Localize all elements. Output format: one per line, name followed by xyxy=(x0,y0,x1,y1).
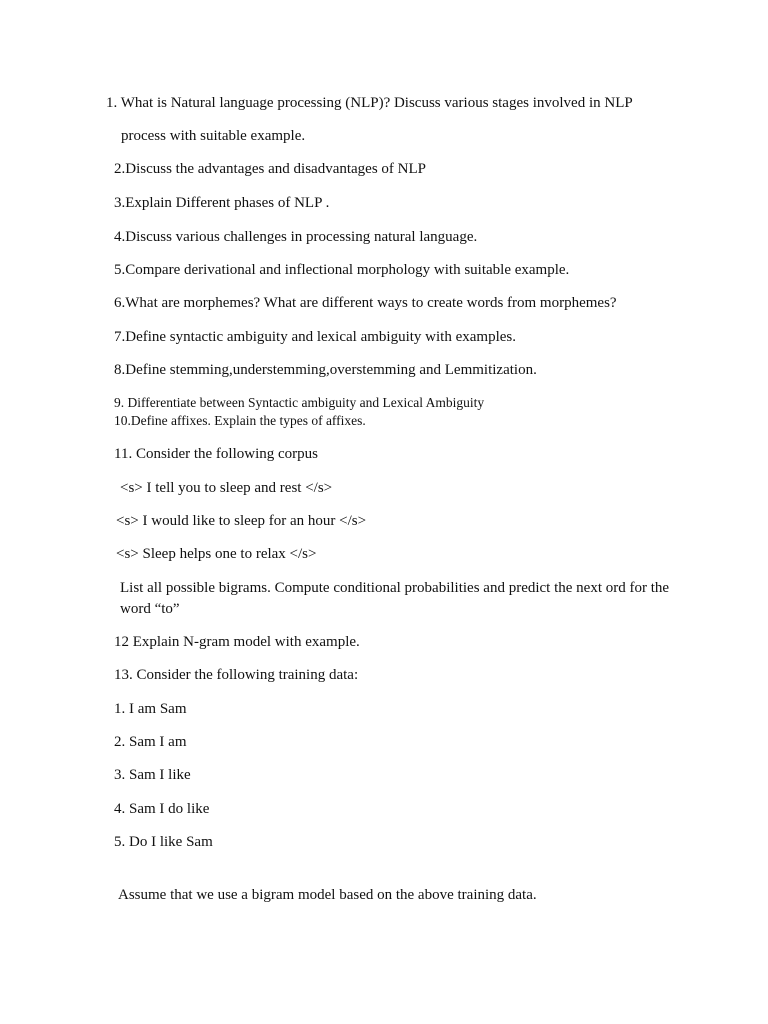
question-8: 8.Define stemming,understemming,overstemming and Lemmitization. xyxy=(114,362,537,378)
question-13-assumption: Assume that we use a bigram model based on the above training data. xyxy=(118,887,537,903)
question-11-task-continuation: word “to” xyxy=(120,601,180,617)
training-sentence: 4. Sam I do like xyxy=(114,801,210,817)
question-12: 12 Explain N-gram model with example. xyxy=(114,634,360,650)
question-11: 11. Consider the following corpus xyxy=(114,446,319,462)
question-1: 1. What is Natural language processing (NLP)? Discuss various stages involved in NLP xyxy=(106,95,633,111)
corpus-sentence: <s> Sleep helps one to relax </s> xyxy=(116,546,317,562)
training-sentence: 1. I am Sam xyxy=(114,701,187,717)
training-sentence: 5. Do I like Sam xyxy=(114,834,213,850)
question-5: 5.Compare derivational and inflectional morphology with suitable example. xyxy=(114,262,570,278)
corpus-sentence: <s> I tell you to sleep and rest </s> xyxy=(120,480,333,496)
question-11-task: List all possible bigrams. Compute conditional probabilities and predict the next ord for the xyxy=(120,580,670,596)
question-3: 3.Explain Different phases of NLP . xyxy=(114,195,330,211)
question-2: 2.Discuss the advantages and disadvantages of NLP xyxy=(114,161,427,177)
question-7: 7.Define syntactic ambiguity and lexical ambiguity with examples. xyxy=(114,329,516,345)
question-4: 4.Discuss various challenges in processing natural language. xyxy=(114,229,478,245)
corpus-sentence: <s> I would like to sleep for an hour </s> xyxy=(116,513,367,529)
question-6: 6.What are morphemes? What are different ways to create words from morphemes? xyxy=(114,295,617,311)
question-1-continuation: process with suitable example. xyxy=(121,128,306,144)
question-13: 13. Consider the following training data: xyxy=(114,667,359,683)
training-sentence: 2. Sam I am xyxy=(114,734,187,750)
training-sentence: 3. Sam I like xyxy=(114,767,191,783)
question-9: 9. Differentiate between Syntactic ambiguity and Lexical Ambiguity xyxy=(114,395,485,410)
question-10: 10.Define affixes. Explain the types of affixes. xyxy=(114,413,366,428)
